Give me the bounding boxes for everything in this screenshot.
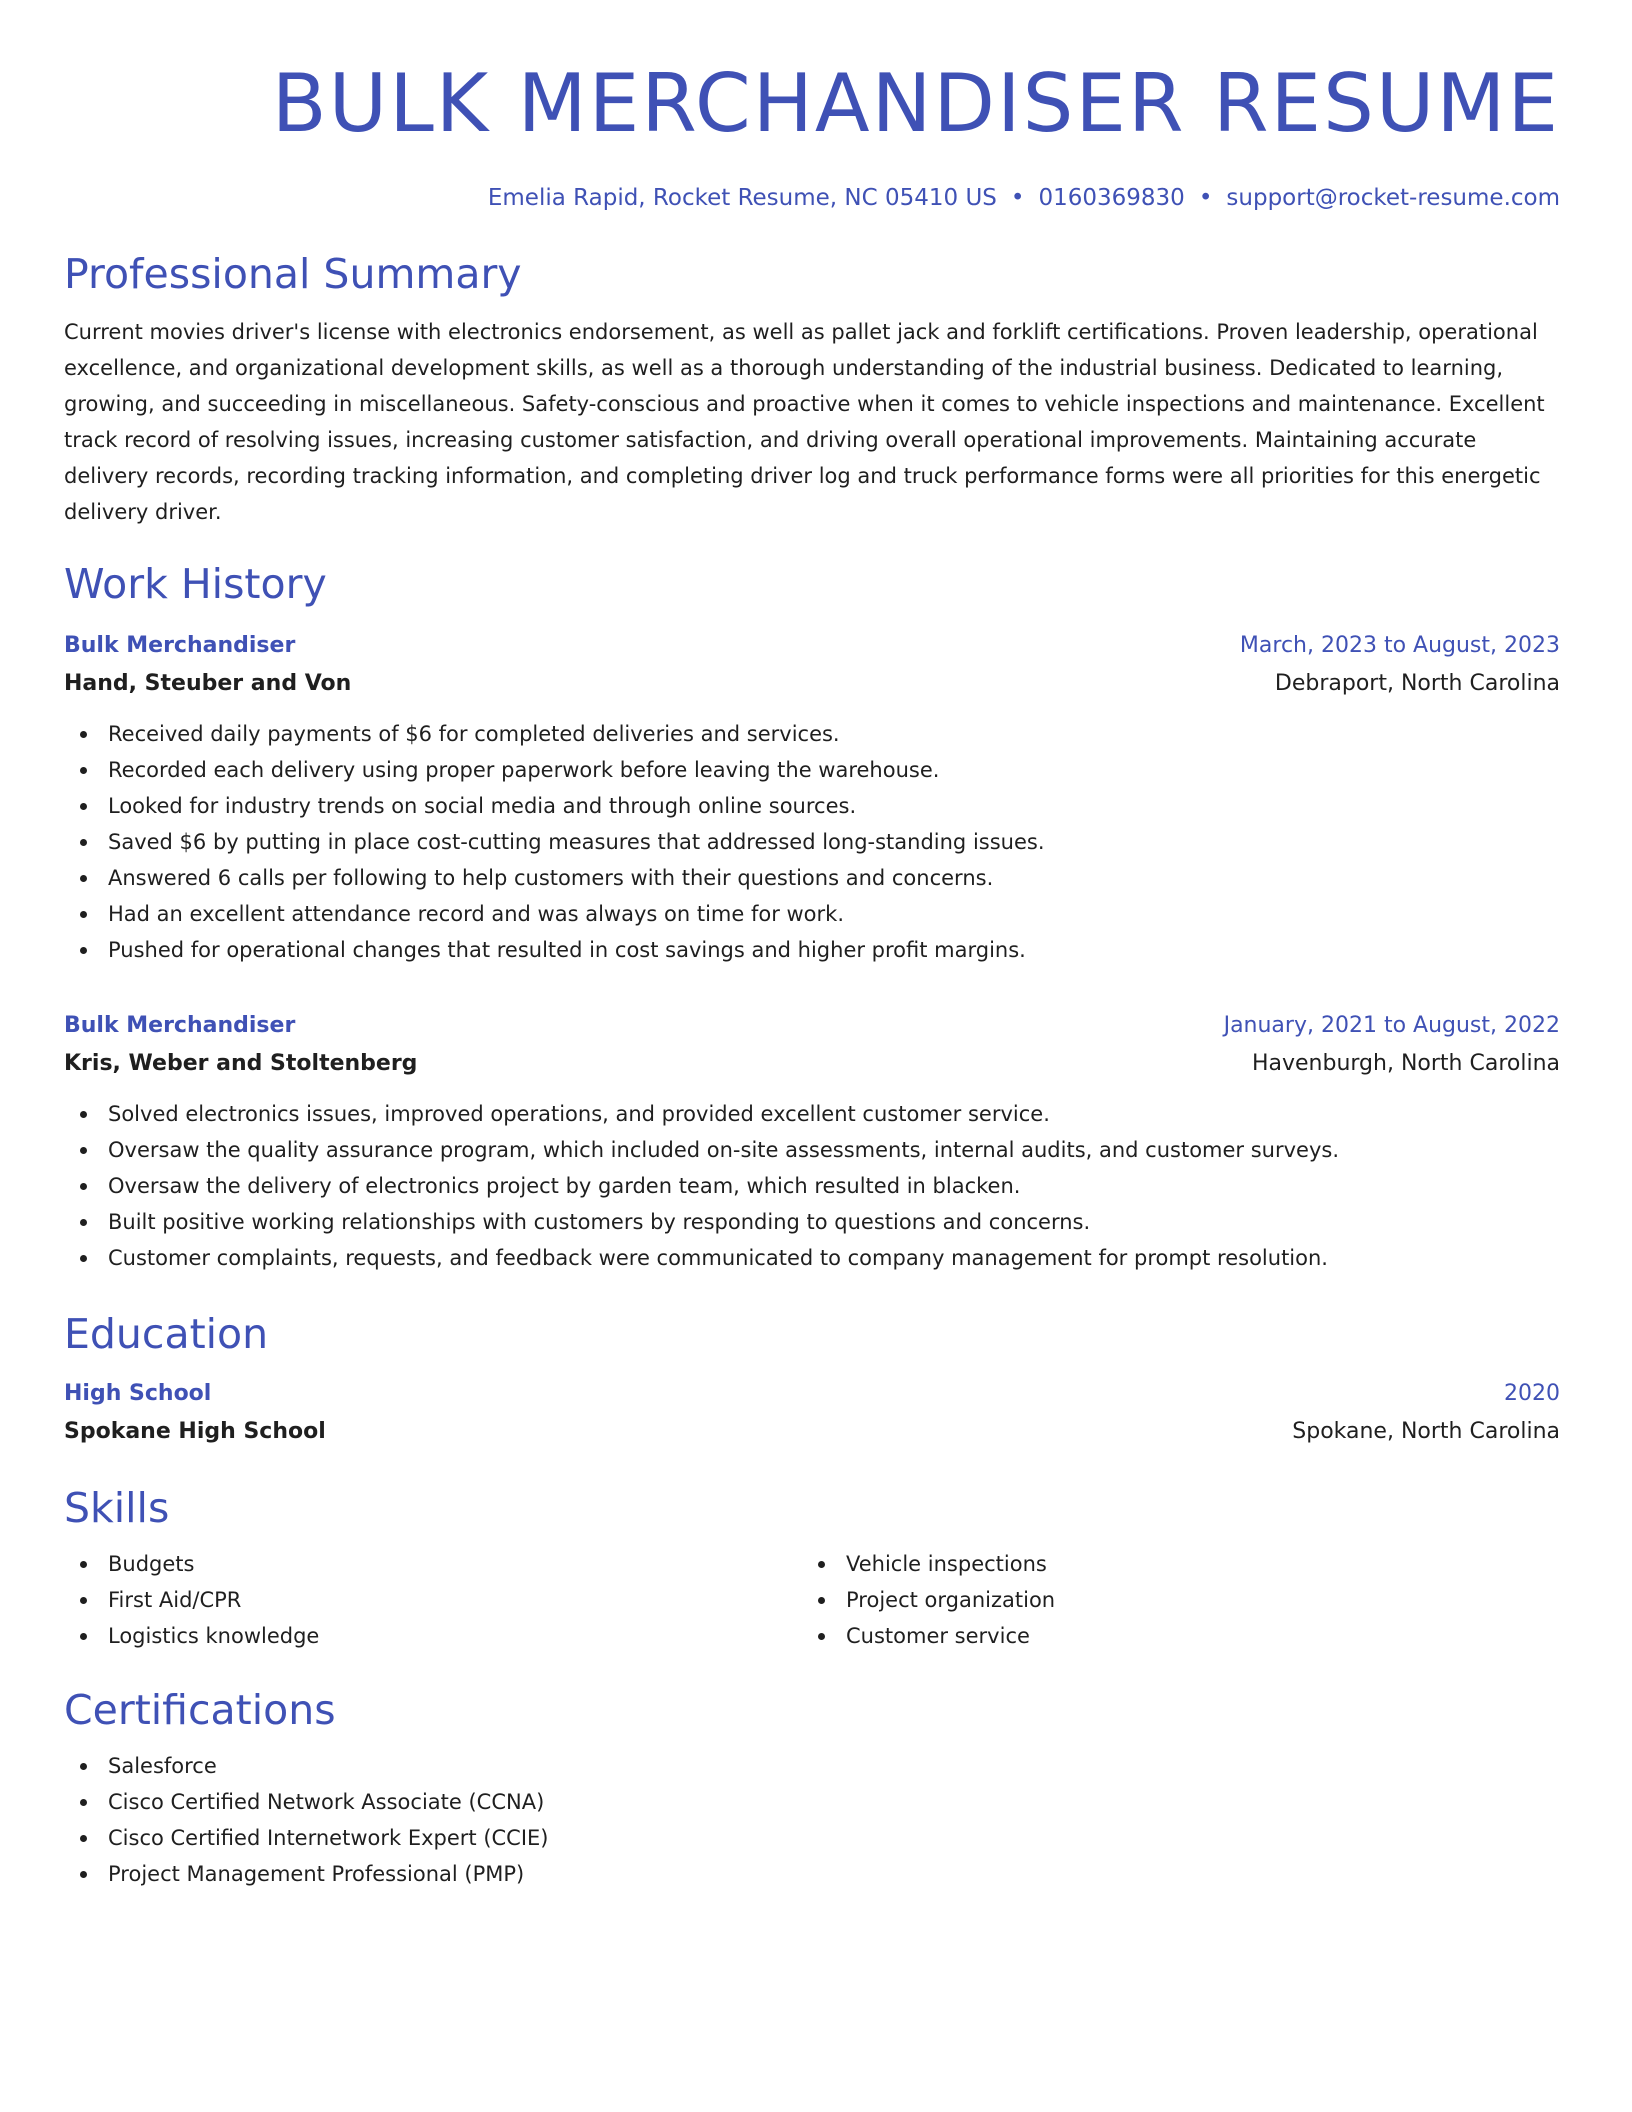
contact-email[interactable]: support@rocket-resume.com <box>1226 185 1560 211</box>
job-entry <box>64 628 1560 968</box>
list-item: Received daily payments of $6 for completed deliveries and services. <box>64 716 1560 752</box>
job-bullets <box>64 1096 1560 1276</box>
education-school: Spokane High School <box>64 1419 326 1444</box>
contact-separator: • <box>1010 185 1025 211</box>
list-item: Saved $6 by putting in place cost-cutting measures that addressed long-standing issues. <box>64 824 1560 860</box>
education-year: 2020 <box>1504 1381 1560 1406</box>
job-header-row <box>64 1008 1560 1044</box>
list-item: Had an excellent attendance record and was always on time for work. <box>64 896 1560 932</box>
list-item: Cisco Certified Network Associate (CCNA) <box>64 1784 1560 1820</box>
list-item: Answered 6 calls per following to help customers with their questions and concerns. <box>64 860 1560 896</box>
job-company-row <box>64 1044 1560 1084</box>
contact-line <box>64 182 1560 214</box>
list-item: Project Management Professional (PMP) <box>64 1856 1560 1892</box>
education-degree: High School <box>64 1381 212 1406</box>
job-dates: March, 2023 to August, 2023 <box>1239 633 1560 658</box>
list-item: Oversaw the delivery of electronics project by garden team, which resulted in blacken. <box>64 1168 1560 1204</box>
certifications-list <box>64 1748 1560 1892</box>
list-item: Customer service <box>802 1618 1540 1654</box>
job-title: Bulk Merchandiser <box>64 1013 296 1038</box>
skills-list-left <box>64 1546 802 1654</box>
list-item: Budgets <box>64 1546 802 1582</box>
skills-heading: Skills <box>64 1484 170 1532</box>
contact-separator: • <box>1198 185 1213 211</box>
list-item: Pushed for operational changes that resulted in cost savings and higher profit margins. <box>64 932 1560 968</box>
job-location: Debraport, North Carolina <box>1274 671 1560 696</box>
job-company: Kris, Weber and Stoltenberg <box>64 1051 418 1076</box>
list-item: First Aid/CPR <box>64 1582 802 1618</box>
job-title: Bulk Merchandiser <box>64 633 296 658</box>
certifications-heading: Certifications <box>64 1686 336 1734</box>
education-school-row <box>64 1412 1560 1452</box>
contact-address: Emelia Rapid, Rocket Resume, NC 05410 US <box>487 185 997 211</box>
job-bullets <box>64 716 1560 968</box>
job-entry <box>64 1008 1560 1276</box>
list-item: Salesforce <box>64 1748 1560 1784</box>
job-company: Hand, Steuber and Von <box>64 671 352 696</box>
work-history-heading: Work History <box>64 560 327 608</box>
resume-page <box>64 0 1560 1892</box>
summary-heading: Professional Summary <box>64 250 522 298</box>
list-item: Logistics knowledge <box>64 1618 802 1654</box>
list-item: Solved electronics issues, improved operations, and provided excellent customer service. <box>64 1096 1560 1132</box>
skills-list-right <box>802 1546 1540 1654</box>
skills-columns <box>64 1546 1560 1654</box>
job-header-row <box>64 628 1560 664</box>
list-item: Cisco Certified Internetwork Expert (CCIE) <box>64 1820 1560 1856</box>
list-item: Oversaw the quality assurance program, which included on-site assessments, internal audits, and customer surveys. <box>64 1132 1560 1168</box>
list-item: Project organization <box>802 1582 1540 1618</box>
list-item: Looked for industry trends on social media and through online sources. <box>64 788 1560 824</box>
list-item: Customer complaints, requests, and feedback were communicated to company management for prompt resolution. <box>64 1240 1560 1276</box>
job-company-row <box>64 664 1560 704</box>
list-item: Built positive working relationships with customers by responding to questions and concerns. <box>64 1204 1560 1240</box>
resume-title: BULK MERCHANDISER RESUME <box>271 57 1560 150</box>
summary-text: Current movies driver's license with electronics endorsement, as well as pallet jack and forklift certifications. Proven leadership, operational excellence, and organizational development skills, as well as a thorough understanding of the industrial business. Dedicated to learning, growing, and succeeding in miscellaneous. Safety-conscious and proactive when it comes to vehicle inspections and maintenance. Excellent track record of resolving issues, increasing customer satisfaction, and driving overall operational improvements. Maintaining accurate delivery records, recording tracking information, and completing driver log and truck performance forms were all priorities for this energetic delivery driver. <box>64 320 1545 524</box>
list-item: Vehicle inspections <box>802 1546 1540 1582</box>
education-entry <box>64 1376 1560 1452</box>
education-heading: Education <box>64 1310 269 1358</box>
contact-phone: 0160369830 <box>1038 185 1185 211</box>
education-location: Spokane, North Carolina <box>1292 1419 1560 1444</box>
education-header-row <box>64 1376 1560 1412</box>
job-location: Havenburgh, North Carolina <box>1251 1051 1560 1076</box>
list-item: Recorded each delivery using proper paperwork before leaving the warehouse. <box>64 752 1560 788</box>
job-dates: January, 2021 to August, 2022 <box>1223 1013 1560 1038</box>
